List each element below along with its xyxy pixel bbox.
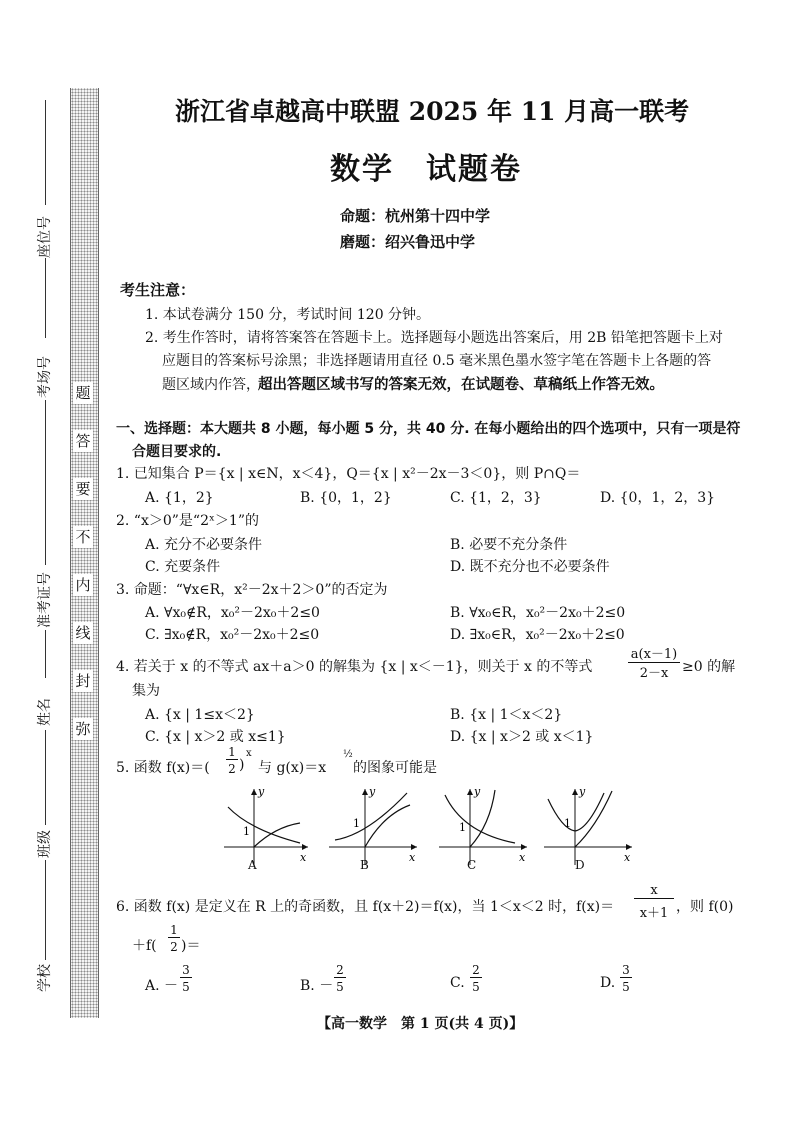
q5-exp2: ½ bbox=[343, 749, 353, 760]
graph-c-y-label: y bbox=[474, 785, 481, 798]
q1-option-a: A. {1，2} bbox=[145, 490, 214, 506]
page-footer: 【高一数学 第 1 页(共 4 页)】 bbox=[317, 1016, 524, 1032]
q6-half-den: 2 bbox=[170, 940, 178, 954]
q5-half-num: 1 bbox=[226, 745, 238, 760]
q4-option-b: B. {x | 1＜x＜2} bbox=[450, 707, 563, 723]
q6-option-b: B. － bbox=[300, 978, 334, 994]
binding-line bbox=[45, 100, 46, 205]
q2-option-d: D. 既不充分也不必要条件 bbox=[450, 559, 610, 575]
binding-margin bbox=[0, 0, 112, 1133]
seal-strip bbox=[70, 88, 99, 1018]
graph-a-x-label: x bbox=[300, 851, 307, 864]
graph-d-x-label: x bbox=[624, 851, 631, 864]
q5-exp: x bbox=[246, 748, 252, 759]
binding-line bbox=[45, 860, 46, 960]
seat-number-label: 座位号 bbox=[37, 216, 53, 258]
q2-option-b: B. 必要不充分条件 bbox=[450, 537, 568, 553]
q6-option-c: C. bbox=[450, 975, 465, 991]
question-3-stem: 3. 命题：“∀x∈R，x²－2x＋2＞0”的否定为 bbox=[116, 582, 388, 598]
graph-d-one: 1 bbox=[564, 817, 571, 830]
note-line: 2. 考生作答时，请将答案答在答题卡上。选择题每小题选出答案后，用 2B 铅笔把答题卡上对 bbox=[145, 330, 723, 346]
graph-a-label: A bbox=[248, 858, 257, 872]
question-6-stem: 6. 函数 f(x) 是定义在 R 上的奇函数，且 f(x＋2)＝f(x)，当 1＜x＜2 时，f(x)＝ bbox=[116, 899, 615, 915]
graph-a-one: 1 bbox=[243, 825, 250, 838]
q3-option-c: C. ∃x₀∉R，x₀²－2x₀＋2≤0 bbox=[145, 627, 320, 643]
seal-char: 弥 bbox=[73, 718, 93, 740]
exam-room-label: 考场号 bbox=[37, 356, 53, 398]
note-line: 应题目的答案标号涂黑；非选择题请用直径 0.5 毫米黑色墨水签字笔在答题卡上各题的答 bbox=[162, 353, 712, 369]
note-emphasis: 超出答题区域书写的答案无效，在试题卷、草稿纸上作答无效。 bbox=[258, 377, 664, 393]
exam-title: 浙江省卓越高中联盟 2025 年 11 月高一联考 bbox=[175, 97, 690, 126]
q1-option-d: D. {0，1，2，3} bbox=[600, 490, 716, 506]
q6-a-den: 5 bbox=[182, 980, 190, 994]
q3-option-d: D. ∃x₀∈R，x₀²－2x₀＋2≤0 bbox=[450, 627, 625, 643]
q4-stem-line2: 集为 bbox=[132, 683, 160, 699]
binding-line bbox=[45, 400, 46, 565]
note-line: 题区域内作答， bbox=[162, 377, 260, 393]
q5-paren: ) bbox=[239, 757, 245, 773]
section-heading: 一、选择题：本大题共 8 小题，每小题 5 分，共 40 分. 在每小题给出的四个选项中，只有一项是符 bbox=[116, 421, 741, 437]
graph-b-y-label: y bbox=[369, 785, 376, 798]
q4-fraction-den: 2－x bbox=[639, 666, 669, 681]
graph-b-label: B bbox=[360, 858, 369, 872]
seal-char: 不 bbox=[73, 526, 93, 548]
seal-char: 答 bbox=[73, 430, 93, 452]
q6-stem-line2: ＋f( bbox=[132, 938, 157, 954]
q4-option-c: C. {x | x＞2 或 x≤1} bbox=[145, 729, 286, 745]
q6-d-num: 3 bbox=[620, 963, 632, 978]
binding-line bbox=[45, 630, 46, 678]
graph-d-label: D bbox=[575, 858, 585, 872]
graph-a-y-label: y bbox=[258, 785, 265, 798]
proposer: 命题：杭州第十四中学 bbox=[340, 207, 491, 225]
question-1-stem: 1. 已知集合 P＝{x | x∈N，x＜4}，Q＝{x | x²－2x－3＜0}，则 P∩Q＝ bbox=[116, 466, 581, 482]
graph-b bbox=[325, 785, 420, 870]
graph-c-one: 1 bbox=[459, 821, 466, 834]
name-label: 姓名 bbox=[37, 698, 53, 726]
q5-stem-mid: 与 g(x)＝x bbox=[258, 760, 327, 776]
graph-c-label: C bbox=[467, 858, 477, 872]
q6-c-den: 5 bbox=[472, 980, 480, 994]
graph-b-one: 1 bbox=[353, 817, 360, 830]
seal-char: 线 bbox=[73, 622, 93, 644]
q4-stem-end: ≥0 的解 bbox=[682, 659, 736, 675]
exam-subtitle: 数学 试题卷 bbox=[330, 152, 522, 187]
q6-fraction-num: x bbox=[634, 883, 674, 899]
section-heading-cont: 合题目要求的. bbox=[132, 444, 222, 460]
admission-number-label: 准考证号 bbox=[37, 572, 53, 628]
q6-fraction-den: x＋1 bbox=[639, 906, 669, 921]
q5-stem-end: 的图象可能是 bbox=[353, 760, 437, 776]
seal-char: 内 bbox=[73, 574, 93, 596]
graph-c-x-label: x bbox=[519, 851, 526, 864]
q6-stem-line2-end: )＝ bbox=[181, 938, 201, 954]
q6-b-num: 2 bbox=[334, 963, 346, 978]
q6-d-den: 5 bbox=[622, 980, 630, 994]
binding-line bbox=[45, 730, 46, 825]
q6-option-d: D. bbox=[600, 975, 616, 991]
q6-half-num: 1 bbox=[168, 923, 180, 938]
question-2-stem: 2. “x＞0”是“2ˣ＞1”的 bbox=[116, 513, 259, 529]
graph-d-y-label: y bbox=[579, 785, 586, 798]
seal-char: 封 bbox=[73, 670, 93, 692]
q1-option-c: C. {1，2，3} bbox=[450, 490, 542, 506]
q4-fraction-num: a(x－1) bbox=[628, 643, 680, 663]
school-label: 学校 bbox=[37, 964, 53, 992]
graph-b-x-label: x bbox=[409, 851, 416, 864]
graph-d bbox=[540, 785, 635, 870]
q6-c-num: 2 bbox=[470, 963, 482, 978]
q5-half-den: 2 bbox=[228, 762, 236, 776]
notes-title: 考生注意： bbox=[120, 281, 196, 299]
seal-char: 要 bbox=[73, 478, 93, 500]
q1-option-b: B. {0，1，2} bbox=[300, 490, 392, 506]
graph-a bbox=[220, 785, 310, 870]
q6-option-a: A. － bbox=[145, 978, 179, 994]
binding-line bbox=[45, 258, 46, 338]
q3-option-b: B. ∀x₀∈R，x₀²－2x₀＋2≤0 bbox=[450, 605, 626, 621]
q6-b-den: 5 bbox=[336, 980, 344, 994]
graph-c bbox=[435, 785, 530, 870]
q6-stem-end: ，则 f(0) bbox=[676, 899, 734, 915]
question-4-stem: 4. 若关于 x 的不等式 ax＋a＞0 的解集为 {x | x＜－1}，则关于 x 的不等式 bbox=[116, 659, 593, 675]
q6-a-num: 3 bbox=[180, 963, 192, 978]
reviewer: 磨题：绍兴鲁迅中学 bbox=[340, 233, 476, 251]
q2-option-c: C. 充要条件 bbox=[145, 559, 221, 575]
q4-option-a: A. {x | 1≤x＜2} bbox=[145, 707, 255, 723]
question-5-stem: 5. 函数 f(x)＝( bbox=[116, 760, 210, 776]
q4-option-d: D. {x | x＞2 或 x＜1} bbox=[450, 729, 594, 745]
note-line: 1. 本试卷满分 150 分，考试时间 120 分钟。 bbox=[145, 307, 431, 323]
seal-char: 题 bbox=[73, 382, 93, 404]
class-label: 班级 bbox=[37, 830, 53, 858]
q3-option-a: A. ∀x₀∉R，x₀²－2x₀＋2≤0 bbox=[145, 605, 320, 621]
q2-option-a: A. 充分不必要条件 bbox=[145, 537, 263, 553]
